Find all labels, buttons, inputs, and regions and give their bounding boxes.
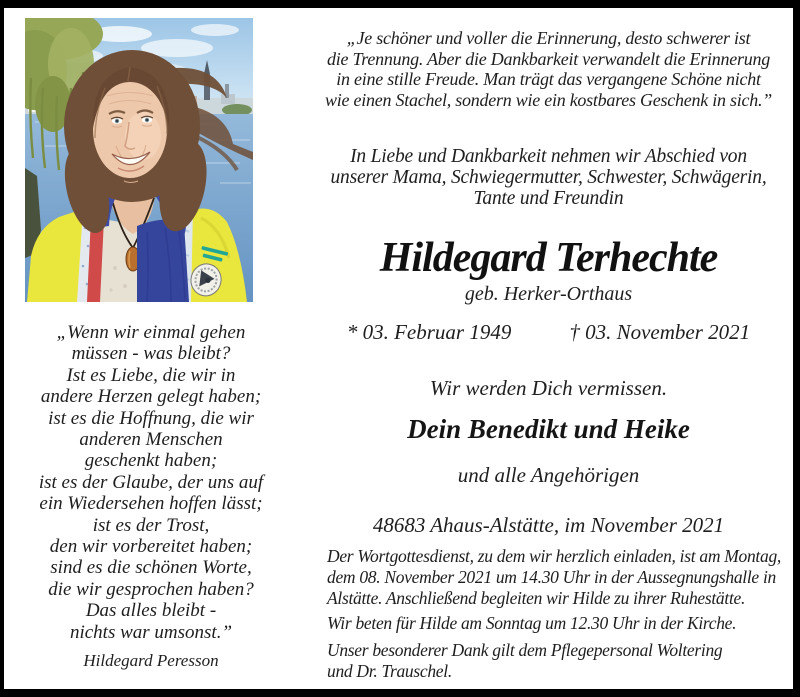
poem-line: den wir vorbereitet haben; — [49, 536, 253, 558]
farewell-intro — [305, 146, 792, 209]
portrait-illustration — [25, 18, 253, 302]
poem-line: anderen Menschen — [79, 429, 223, 451]
service-info — [327, 546, 789, 609]
prayer-info: Wir beten für Hilde am Sonntag um 12.30 Uhr in der Kirche. — [327, 613, 737, 633]
birth-date: * 03. Februar 1949 — [346, 320, 512, 344]
thanks-line: Unser besonderer Dank gilt dem Pflegepersonal Woltering — [327, 640, 723, 660]
thanks-text — [327, 640, 789, 682]
poem-attribution: Hildegard Peresson — [83, 651, 219, 671]
poem-line: geschenkt haben; — [84, 450, 218, 472]
intro-line: Tante und Freundin — [473, 188, 624, 209]
service-line: Alstätte. Anschließend begleiten wir Hilde zu ihrer Ruhestätte. — [327, 588, 746, 608]
memorial-poem — [10, 322, 292, 672]
poem-line: Das alles bleibt - — [85, 600, 217, 622]
portrait-photo — [25, 18, 253, 302]
thanks-line: und Dr. Trauschel. — [327, 661, 452, 681]
life-dates — [305, 320, 792, 345]
poem-line: ein Wiedersehen hoffen lässt; — [39, 493, 263, 515]
quote-line: wie einen Stachel, sondern wie ein kostbares Geschenk in sich.” — [325, 89, 772, 110]
intro-line: In Liebe und Dankbarkeit nehmen wir Abschied von — [350, 146, 747, 167]
maiden-name: geb. Herker-Orthaus — [464, 283, 633, 305]
deceased-name: Hildegard Terhechte — [379, 235, 718, 281]
intro-line: unserer Mama, Schwiegermutter, Schwester, Schwägerin, — [330, 167, 767, 188]
poem-line: nichts war umsonst.” — [69, 621, 233, 643]
poem-line: müssen - was bleibt? — [71, 343, 231, 365]
farewell-line: Wir werden Dich vermissen. — [429, 376, 668, 400]
death-date: † 03. November 2021 — [569, 320, 751, 344]
mourners-names: Dein Benedikt und Heike — [407, 414, 690, 444]
opening-quote — [305, 28, 792, 110]
poem-line: andere Herzen gelegt haben; — [40, 386, 262, 408]
place-and-date: 48683 Ahaus-Alstätte, im November 2021 — [372, 513, 725, 537]
poem-line: ist es der Glaube, der uns auf — [38, 471, 264, 493]
service-line: dem 08. November 2021 um 14.30 Uhr in der Aussegnungshalle in — [327, 567, 776, 587]
poem-line: ist es der Trost, — [92, 514, 210, 536]
service-line: Der Wortgottesdienst, zu dem wir herzlich einladen, ist am Montag, — [327, 546, 781, 566]
poem-line: sind es die schönen Worte, — [50, 557, 252, 579]
quote-line: „Je schöner und voller die Erinnerung, desto schwerer ist — [346, 28, 751, 48]
quote-line: in eine stille Freude. Man trägt das vergangene Schöne nicht — [336, 69, 761, 89]
poem-line: Ist es Liebe, die wir in — [66, 364, 236, 386]
poem-line: die wir gesprochen haben? — [48, 578, 254, 600]
poem-line: „Wenn wir einmal gehen — [56, 322, 246, 343]
mourners-extra: und alle Angehörigen — [457, 463, 640, 487]
quote-line: die Trennung. Aber die Dankbarkeit verwandelt die Erinnerung — [327, 48, 770, 69]
poem-line: ist es die Hoffnung, die wir — [48, 407, 254, 429]
paper-background — [4, 8, 793, 689]
